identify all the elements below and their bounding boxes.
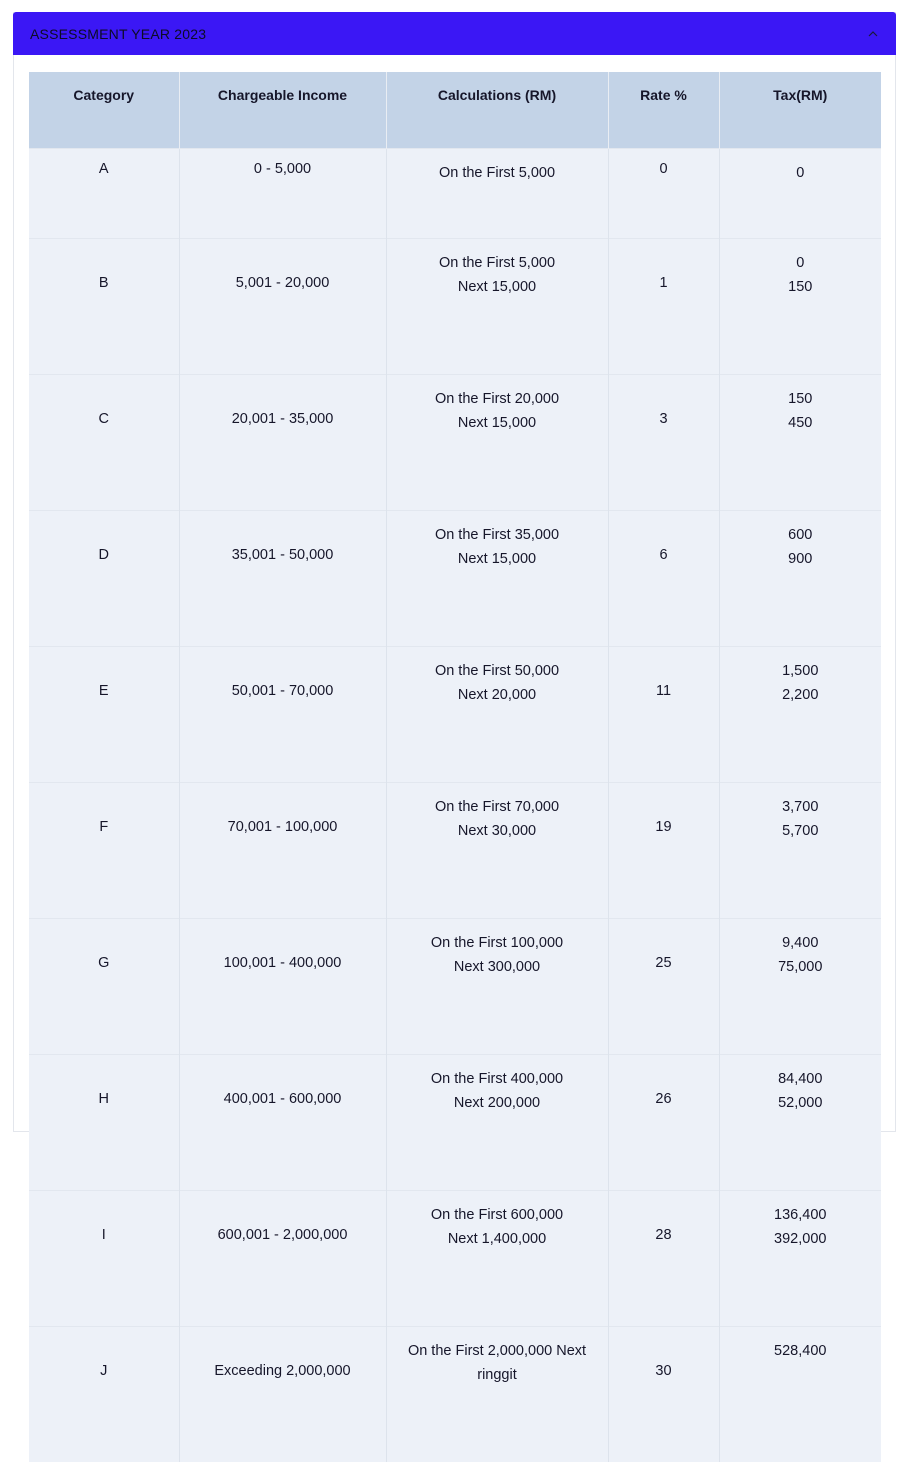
tax-cell — [719, 782, 881, 918]
chargeable-income-cell: 35,001 - 50,000 — [179, 510, 386, 646]
calculation-line: On the First 400,000 — [430, 1070, 564, 1087]
column-header-tax: Tax(RM) — [719, 72, 881, 148]
calculation-line: Next 15,000 — [457, 414, 537, 431]
calculations-cell — [386, 646, 608, 782]
tax-amount: 150 — [788, 278, 813, 295]
calculation-line: Next 200,000 — [453, 1094, 541, 1111]
tax-amount: 136,400 — [774, 1206, 827, 1223]
tax-cell — [719, 510, 881, 646]
calculations-cell — [386, 1054, 608, 1190]
tax-amount: 450 — [788, 414, 813, 431]
table-row — [29, 1190, 881, 1326]
calculation-line: On the First 70,000 — [434, 798, 560, 815]
tax-amount: 0 — [796, 254, 805, 271]
calculations-cell — [386, 238, 608, 374]
table-row — [29, 782, 881, 918]
column-header-calculations: Calculations (RM) — [386, 72, 608, 148]
chargeable-income-cell: 50,001 - 70,000 — [179, 646, 386, 782]
calculations-cell — [386, 1326, 608, 1462]
tax-amount: 600 — [788, 526, 813, 543]
calculation-line: On the First 20,000 — [434, 390, 560, 407]
tax-lines — [720, 1203, 882, 1251]
category-cell: D — [29, 510, 179, 646]
tax-cell — [719, 148, 881, 238]
calculation-line: On the First 2,000,000 Next — [407, 1342, 587, 1359]
rate-cell: 6 — [608, 510, 719, 646]
column-header-category: Category — [29, 72, 179, 148]
calculations-cell — [386, 1190, 608, 1326]
calculations-lines — [387, 795, 608, 843]
chargeable-income-cell: 400,001 - 600,000 — [179, 1054, 386, 1190]
column-header-rate: Rate % — [608, 72, 719, 148]
category-cell: J — [29, 1326, 179, 1462]
tax-amount: 150 — [788, 390, 813, 407]
table-row — [29, 1326, 881, 1462]
category-cell: A — [29, 148, 179, 238]
calculations-cell — [386, 148, 608, 238]
calculation-line: Next 15,000 — [457, 550, 537, 567]
rate-cell: 19 — [608, 782, 719, 918]
chargeable-income-cell: Exceeding 2,000,000 — [179, 1326, 386, 1462]
tax-amount: 1,500 — [782, 662, 819, 679]
calculation-line: Next 30,000 — [457, 822, 537, 839]
calculation-line: Next 15,000 — [457, 278, 537, 295]
calculation-line: On the First 600,000 — [430, 1206, 564, 1223]
category-cell: B — [29, 238, 179, 374]
tax-amount: 2,200 — [782, 686, 819, 703]
calculations-cell — [386, 782, 608, 918]
calculation-line: On the First 5,000 — [438, 164, 556, 181]
tax-cell — [719, 1326, 881, 1462]
rate-cell: 11 — [608, 646, 719, 782]
calculations-lines — [387, 251, 608, 299]
calculation-line: Next 20,000 — [457, 686, 537, 703]
accordion-header[interactable] — [13, 12, 896, 55]
tax-cell — [719, 238, 881, 374]
tax-lines — [720, 659, 882, 707]
tax-cell — [719, 1190, 881, 1326]
rate-cell: 28 — [608, 1190, 719, 1326]
calculations-lines — [387, 387, 608, 435]
table-header-row — [29, 72, 881, 148]
calculations-cell — [386, 918, 608, 1054]
rate-cell: 1 — [608, 238, 719, 374]
calculation-line: Next 1,400,000 — [447, 1230, 547, 1247]
tax-amount: 392,000 — [774, 1230, 827, 1247]
calculations-cell — [386, 510, 608, 646]
tax-amount: 52,000 — [778, 1094, 823, 1111]
calculations-cell — [386, 374, 608, 510]
calculation-line: On the First 35,000 — [434, 526, 560, 543]
accordion-title: ASSESSMENT YEAR 2023 — [30, 25, 207, 42]
table-row — [29, 510, 881, 646]
table-row — [29, 238, 881, 374]
tax-cell — [719, 646, 881, 782]
rate-cell: 0 — [608, 148, 719, 238]
chevron-up-icon[interactable] — [866, 27, 880, 41]
chargeable-income-cell: 20,001 - 35,000 — [179, 374, 386, 510]
calculations-lines — [387, 1203, 608, 1251]
calculations-lines — [387, 931, 608, 979]
table-row — [29, 148, 881, 238]
category-cell: C — [29, 374, 179, 510]
tax-lines — [720, 387, 882, 435]
tax-amount: 5,700 — [782, 822, 819, 839]
rate-cell: 30 — [608, 1326, 719, 1462]
chargeable-income-cell: 600,001 - 2,000,000 — [179, 1190, 386, 1326]
calculation-line: On the First 50,000 — [434, 662, 560, 679]
tax-amount: 75,000 — [778, 958, 823, 975]
chargeable-income-cell: 0 - 5,000 — [179, 148, 386, 238]
tax-lines — [720, 931, 882, 979]
tax-cell — [719, 1054, 881, 1190]
calculations-lines — [387, 161, 608, 185]
table-row — [29, 918, 881, 1054]
category-cell: G — [29, 918, 179, 1054]
tax-lines — [720, 161, 882, 185]
calculations-lines — [387, 1067, 608, 1115]
rate-cell: 25 — [608, 918, 719, 1054]
tax-lines — [720, 1067, 882, 1115]
tax-lines — [720, 251, 882, 299]
category-cell: F — [29, 782, 179, 918]
chargeable-income-cell: 100,001 - 400,000 — [179, 918, 386, 1054]
calculations-lines — [387, 659, 608, 707]
tax-amount: 84,400 — [778, 1070, 823, 1087]
rate-cell: 26 — [608, 1054, 719, 1190]
tax-amount: 900 — [788, 550, 813, 567]
tax-lines — [720, 523, 882, 571]
calculation-line: On the First 5,000 — [438, 254, 556, 271]
category-cell: H — [29, 1054, 179, 1190]
tax-cell — [719, 918, 881, 1054]
tax-amount: 0 — [796, 164, 805, 181]
tax-lines — [720, 795, 882, 843]
calculation-line: ringgit — [477, 1366, 517, 1383]
chargeable-income-cell: 70,001 - 100,000 — [179, 782, 386, 918]
category-cell: I — [29, 1190, 179, 1326]
calculation-line: On the First 100,000 — [430, 934, 564, 951]
tax-lines — [720, 1339, 882, 1363]
rate-cell: 3 — [608, 374, 719, 510]
calculations-lines — [387, 1339, 608, 1387]
chargeable-income-cell: 5,001 - 20,000 — [179, 238, 386, 374]
tax-amount: 9,400 — [782, 934, 819, 951]
tax-cell — [719, 374, 881, 510]
tax-rate-table — [29, 72, 881, 1462]
table-row — [29, 1054, 881, 1190]
tax-amount: 528,400 — [774, 1342, 827, 1359]
calculation-line: Next 300,000 — [453, 958, 541, 975]
calculations-lines — [387, 523, 608, 571]
table-row — [29, 646, 881, 782]
tax-amount: 3,700 — [782, 798, 819, 815]
category-cell: E — [29, 646, 179, 782]
table-row — [29, 374, 881, 510]
column-header-chargeable-income: Chargeable Income — [179, 72, 386, 148]
